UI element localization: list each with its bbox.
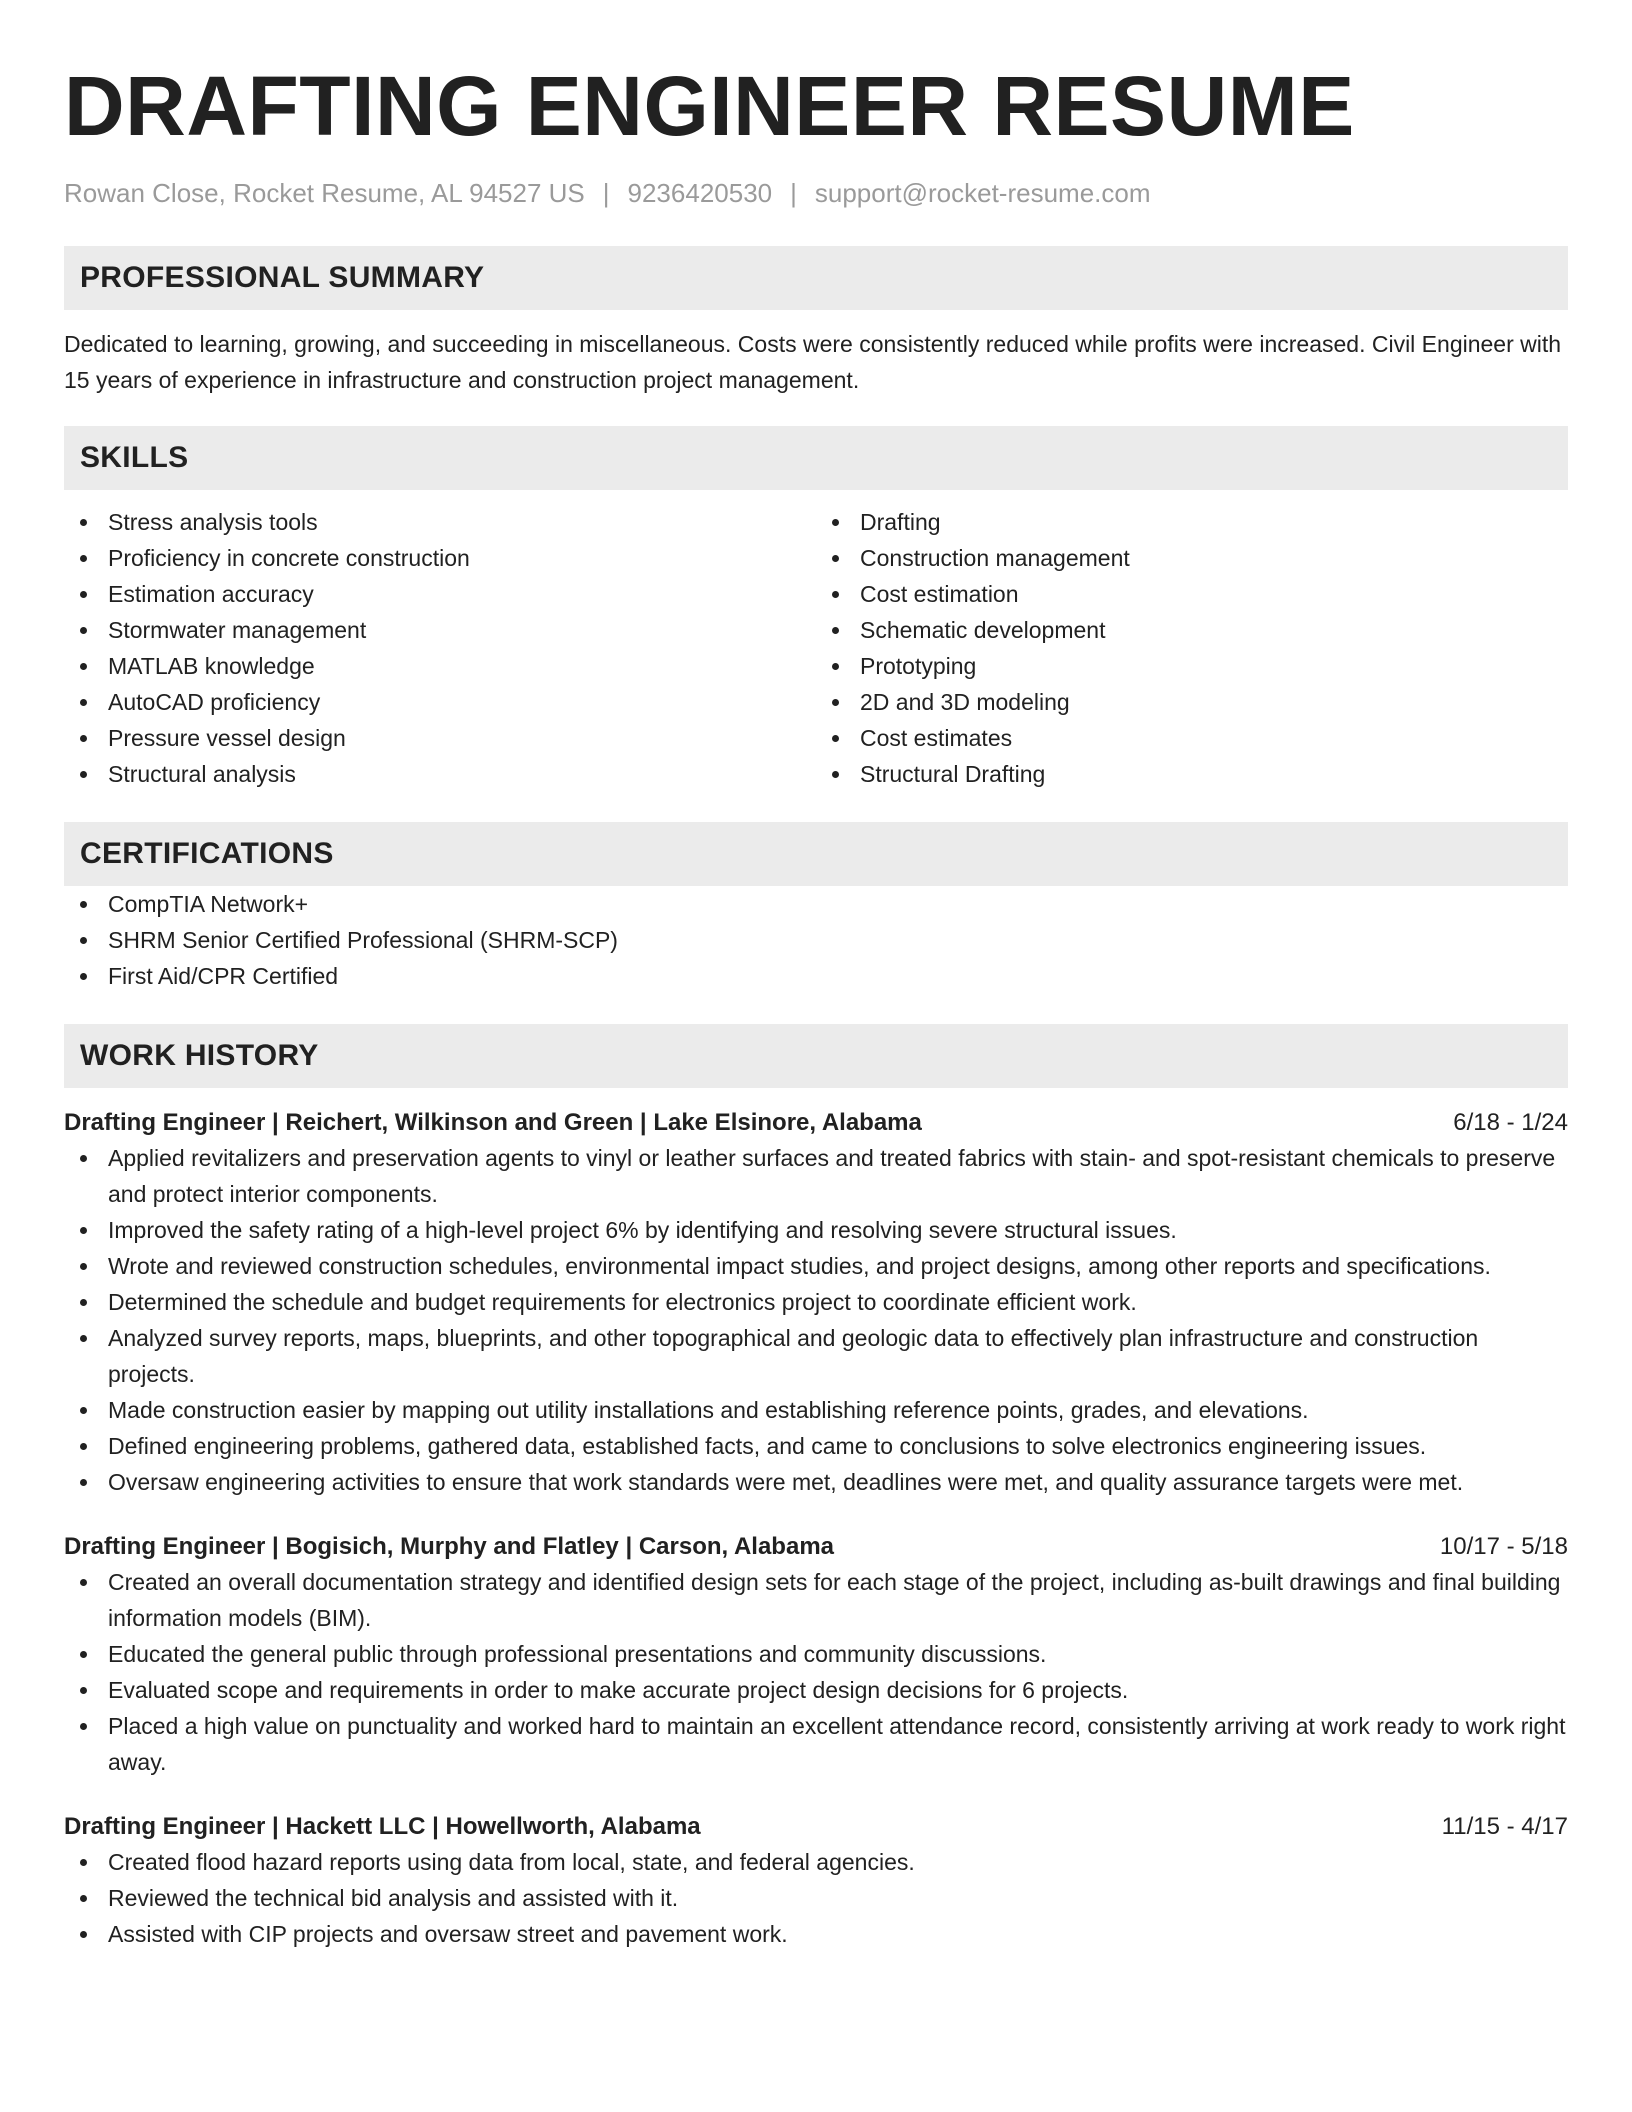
job-bullet: Assisted with CIP projects and oversaw street and pavement work. xyxy=(64,1916,1568,1952)
job-title: Drafting Engineer | Bogisich, Murphy and Flatley | Carson, Alabama xyxy=(64,1533,835,1560)
skill-item: Structural Drafting xyxy=(816,756,1568,792)
work-history-heading: WORK HISTORY xyxy=(64,1024,1568,1088)
skill-item: Schematic development xyxy=(816,612,1568,648)
skill-item: Proficiency in concrete construction xyxy=(64,540,816,576)
job-bullet: Defined engineering problems, gathered data, established facts, and came to conclusions to solve electronics engineering issues. xyxy=(64,1428,1568,1464)
skill-item: Structural analysis xyxy=(64,756,816,792)
skill-item: AutoCAD proficiency xyxy=(64,684,816,720)
job-bullet: Determined the schedule and budget requirements for electronics project to coordinate efficient work. xyxy=(64,1284,1568,1320)
job-bullet: Created an overall documentation strategy and identified design sets for each stage of the project, including as-built drawings and final building information models (BIM). xyxy=(64,1564,1568,1636)
job-dates: 10/17 - 5/18 xyxy=(1439,1533,1568,1560)
certifications-heading: CERTIFICATIONS xyxy=(64,822,1568,886)
skills-list-left xyxy=(64,504,816,792)
job-bullet: Placed a high value on punctuality and worked hard to maintain an excellent attendance record, consistently arriving at work ready to work right away. xyxy=(64,1708,1568,1780)
skill-item: Stress analysis tools xyxy=(64,504,816,540)
skills-column-right xyxy=(816,504,1568,792)
job-bullet: Evaluated scope and requirements in order to make accurate project design decisions for 6 projects. xyxy=(64,1672,1568,1708)
summary-text: Dedicated to learning, growing, and succeeding in miscellaneous. Costs were consistently reduced while profits were increased. Civil Engineer with 15 years of experience in infrastructure and construction project management. xyxy=(64,331,1562,393)
contact-phone: 9236420530 xyxy=(627,178,773,208)
job-title: Drafting Engineer | Hackett LLC | Howellworth, Alabama xyxy=(64,1813,701,1840)
contact-separator: | xyxy=(790,178,797,208)
job-entry xyxy=(64,1530,1568,1780)
certifications-list xyxy=(64,886,1568,994)
job-bullet: Made construction easier by mapping out utility installations and establishing reference points, grades, and elevations. xyxy=(64,1392,1568,1428)
skill-item: MATLAB knowledge xyxy=(64,648,816,684)
job-entry xyxy=(64,1810,1568,1952)
contact-line xyxy=(64,176,1568,210)
skills-heading: SKILLS xyxy=(64,426,1568,490)
certification-item: CompTIA Network+ xyxy=(64,886,1568,922)
job-bullet: Analyzed survey reports, maps, blueprints, and other topographical and geologic data to effectively plan infrastructure and construction projects. xyxy=(64,1320,1568,1392)
job-bullet: Oversaw engineering activities to ensure that work standards were met, deadlines were met, and quality assurance targets were met. xyxy=(64,1464,1568,1500)
certification-item: SHRM Senior Certified Professional (SHRM-SCP) xyxy=(64,922,1568,958)
job-header xyxy=(64,1530,1568,1564)
skill-item: Prototyping xyxy=(816,648,1568,684)
summary-heading: PROFESSIONAL SUMMARY xyxy=(64,246,1568,310)
job-bullet: Applied revitalizers and preservation agents to vinyl or leather surfaces and treated fabrics with stain- and spot-resistant chemicals to preserve and protect interior components. xyxy=(64,1140,1568,1212)
contact-address: Rowan Close, Rocket Resume, AL 94527 US xyxy=(64,178,585,208)
job-bullet: Educated the general public through professional presentations and community discussions. xyxy=(64,1636,1568,1672)
contact-email: support@rocket-resume.com xyxy=(814,178,1151,208)
skill-item: 2D and 3D modeling xyxy=(816,684,1568,720)
job-title: Drafting Engineer | Reichert, Wilkinson and Green | Lake Elsinore, Alabama xyxy=(64,1109,922,1136)
certification-item: First Aid/CPR Certified xyxy=(64,958,1568,994)
job-bullet: Reviewed the technical bid analysis and assisted with it. xyxy=(64,1880,1568,1916)
job-header xyxy=(64,1810,1568,1844)
job-bullets xyxy=(64,1844,1568,1952)
skills-columns xyxy=(64,504,1568,792)
resume-title: DRAFTING ENGINEER RESUME xyxy=(64,59,1355,153)
job-bullet: Improved the safety rating of a high-level project 6% by identifying and resolving severe structural issues. xyxy=(64,1212,1568,1248)
job-dates: 11/15 - 4/17 xyxy=(1441,1813,1568,1840)
skills-list-right xyxy=(816,504,1568,792)
skill-item: Stormwater management xyxy=(64,612,816,648)
job-entry xyxy=(64,1106,1568,1500)
job-header xyxy=(64,1106,1568,1140)
skills-column-left xyxy=(64,504,816,792)
skill-item: Drafting xyxy=(816,504,1568,540)
skill-item: Pressure vessel design xyxy=(64,720,816,756)
job-dates: 6/18 - 1/24 xyxy=(1453,1109,1568,1136)
job-bullet: Created flood hazard reports using data from local, state, and federal agencies. xyxy=(64,1844,1568,1880)
skill-item: Cost estimation xyxy=(816,576,1568,612)
job-bullet: Wrote and reviewed construction schedules, environmental impact studies, and project designs, among other reports and specifications. xyxy=(64,1248,1568,1284)
job-bullets xyxy=(64,1140,1568,1500)
skill-item: Estimation accuracy xyxy=(64,576,816,612)
contact-separator: | xyxy=(602,178,610,208)
job-bullets xyxy=(64,1564,1568,1780)
skill-item: Cost estimates xyxy=(816,720,1568,756)
skill-item: Construction management xyxy=(816,540,1568,576)
